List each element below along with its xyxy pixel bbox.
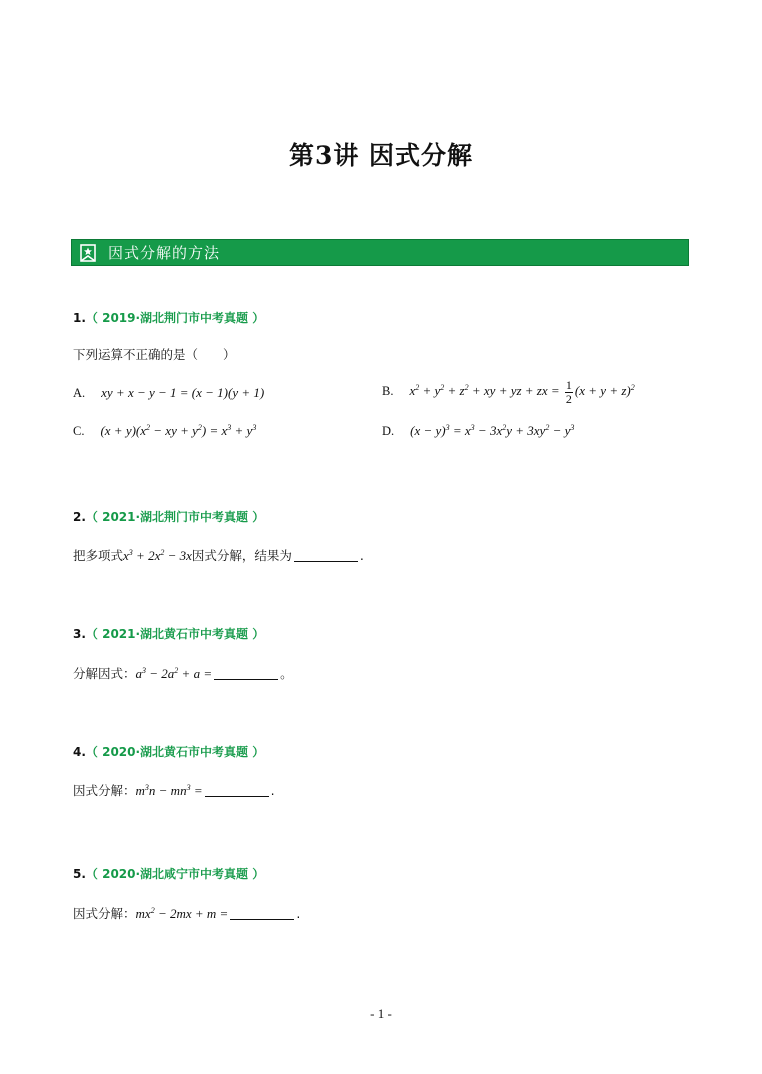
question-2-body: 把多项式$x^3 + 2x^2 - 3x$因式分解，结果为 . — [73, 548, 364, 563]
option-d: D. $(x - y)^3 = x^3 - 3x^2y + 3xy^2 - y^3$ — [382, 423, 575, 438]
section-header — [71, 239, 689, 266]
answer-blank[interactable] — [230, 907, 294, 920]
option-c: C. $(x + y)(x^2$ − xy + $y^2) = x^3 + y^3$ — [73, 423, 257, 438]
answer-blank[interactable] — [205, 784, 269, 797]
section-title: 因式分解的方法 — [108, 244, 221, 262]
question-1-source: 1.（ 2019·湖北荆门市中考真题 ） — [73, 311, 265, 325]
answer-blank[interactable] — [294, 549, 358, 562]
question-3-source: 3.（ 2021·湖北黄石市中考真题 ） — [73, 627, 265, 641]
option-a: A. xy + x − y − 1 = (x − 1)(y + 1) — [73, 385, 265, 400]
question-3-body: 分解因式：$a^3 - 2a^2 + a$ = 。 — [73, 666, 293, 681]
question-5-body: 因式分解：$mx^2 - 2mx + m$ = . — [73, 906, 301, 921]
page-number: - 1 - — [370, 1006, 392, 1021]
answer-blank[interactable] — [214, 667, 278, 680]
question-4-source: 4.（ 2020·湖北黄石市中考真题 ） — [73, 745, 265, 759]
question-1-stem: 下列运算不正确的是（ ） — [73, 347, 236, 362]
question-5-source: 5.（ 2020·湖北咸宁市中考真题 ） — [73, 867, 265, 881]
question-2-source: 2.（ 2021·湖北荆门市中考真题 ） — [73, 510, 265, 524]
option-b: B. $x^2 + y^2 + z^2$ + xy + yz + zx = $\frac{1}{2}$ $(x + y + z)^2$ — [382, 378, 635, 406]
question-4-body: 因式分解：$m^3n - mn^3$ = . — [73, 783, 275, 798]
bookmark-star-icon — [80, 242, 102, 264]
page-title: 第3讲 因式分解 — [288, 141, 474, 170]
